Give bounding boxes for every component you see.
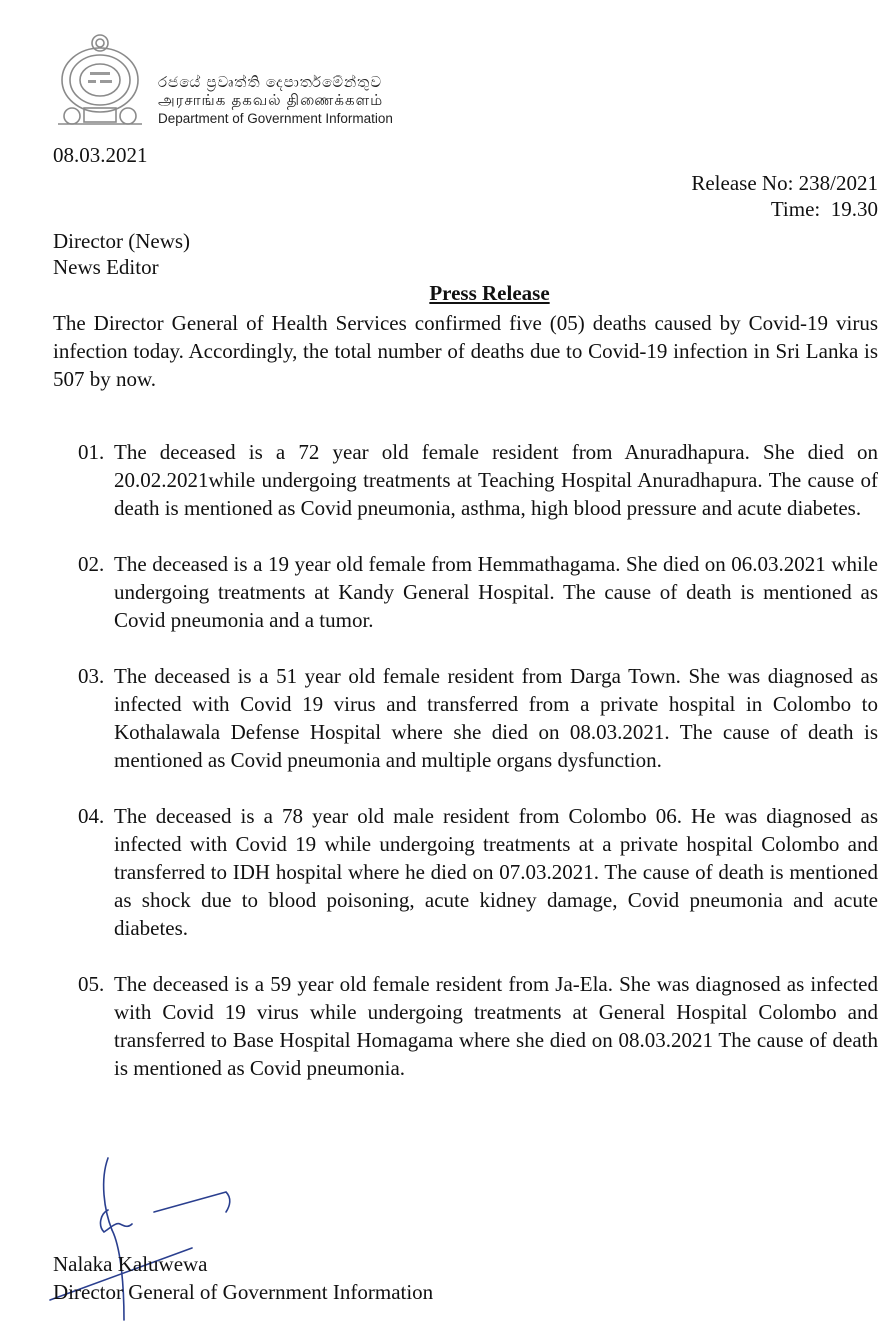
department-name-sinhala: රජයේ ප්‍රවෘත්ති දෙපාර්තමේන්තුව xyxy=(158,74,383,91)
intro-paragraph: The Director General of Health Services confirmed five (05) deaths caused by Covid-19 virus infection today. Accordingly, the total number of deaths due to Covid-19 infection in Sri Lanka is 507 by now. xyxy=(53,311,878,391)
signer-name: Nalaka Kaluwewa xyxy=(53,1252,208,1276)
department-names xyxy=(158,74,393,128)
deaths-list xyxy=(78,438,878,1082)
item-number: 05. xyxy=(78,972,105,996)
recipients xyxy=(53,228,190,280)
department-name-tamil: அரசாங்க தகவல் திணைக்களம் xyxy=(158,92,384,109)
item-number: 01. xyxy=(78,440,105,464)
item-text: The deceased is a 51 year old female resident from Darga Town. She was diagnosed as infected with Covid 19 virus and transferred from a private hospital in Colombo to Kothalawala Defense Hospital where she died on 08.03.2021. The cause of death is mentioned as Covid pneumonia and multiple organs dysfunction. xyxy=(114,664,878,772)
list-item xyxy=(78,438,878,522)
list-item xyxy=(78,662,878,774)
list-item xyxy=(78,802,878,942)
release-time: Time: 19.30 xyxy=(770,197,878,221)
item-number: 02. xyxy=(78,552,105,576)
recipient: Director (News) xyxy=(53,229,191,253)
page-title xyxy=(0,281,894,306)
item-text: The deceased is a 19 year old female from Hemmathagama. She died on 06.03.2021 while undergoing treatments at Kandy General Hospital. The cause of death is mentioned as Covid pneumonia and a tumor. xyxy=(114,552,878,632)
press-release-heading: Press Release xyxy=(429,281,550,305)
recipient: News Editor xyxy=(53,255,159,279)
item-number: 03. xyxy=(78,664,105,688)
item-text: The deceased is a 78 year old male resident from Colombo 06. He was diagnosed as infected with Covid 19 while undergoing treatments at a private hospital Colombo and transferred to IDH hospital where he died on 07.03.2021. The cause of death is mentioned as shock due to blood poisoning, acute kidney damage, Covid pneumonia and acute diabetes. xyxy=(114,804,878,940)
item-number: 04. xyxy=(78,804,105,828)
signer-title: Director General of Government Information xyxy=(53,1280,434,1304)
list-item xyxy=(78,550,878,634)
item-text: The deceased is a 59 year old female resident from Ja-Ela. She was diagnosed as infected with Covid 19 virus while undergoing treatments at General Hospital Colombo and transferred to Base Hospital Homagama where she died on 08.03.2021 The cause of death is mentioned as Covid pneumonia. xyxy=(114,972,878,1080)
department-name-english: Department of Government Information xyxy=(158,111,393,126)
letterhead xyxy=(50,30,470,130)
release-info xyxy=(691,170,878,222)
list-item xyxy=(78,970,878,1082)
release-number: Release No: 238/2021 xyxy=(691,171,878,195)
release-date: 08.03.2021 xyxy=(53,143,148,167)
sri-lanka-emblem-icon xyxy=(50,30,150,130)
item-text: The deceased is a 72 year old female resident from Anuradhapura. She died on 20.02.2021while undergoing treatments at Teaching Hospital Anuradhapura. The cause of death is mentioned as Covid pneumonia, asthma, high blood pressure and acute diabetes. xyxy=(114,440,878,520)
signer-block xyxy=(53,1250,433,1306)
